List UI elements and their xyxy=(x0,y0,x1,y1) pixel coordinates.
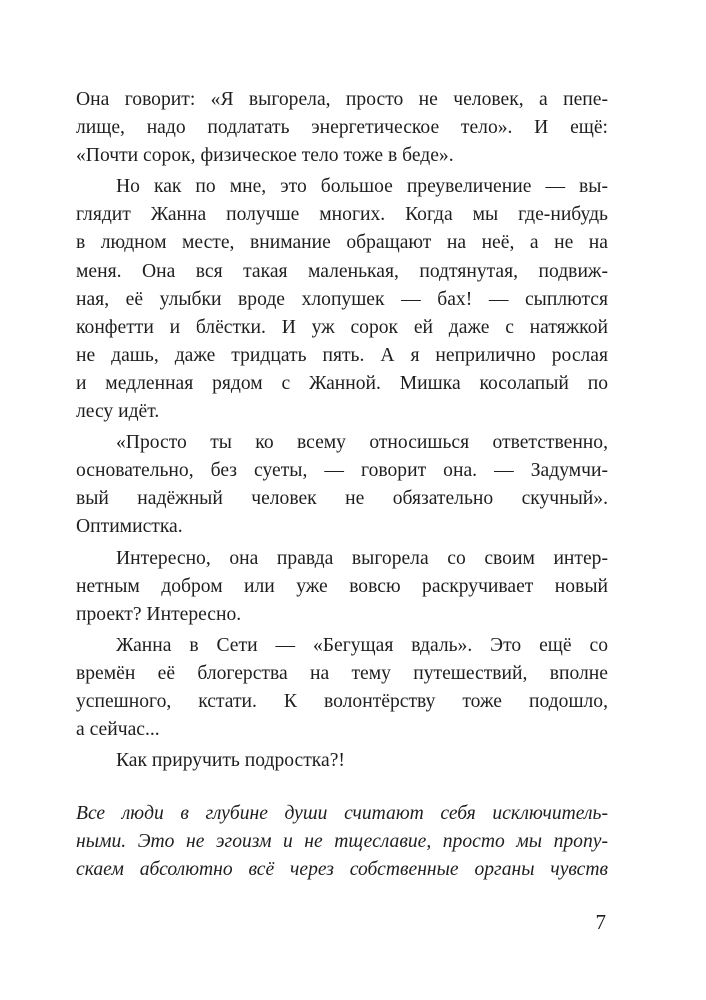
text-line: и медленная рядом с Жанной. Мишка косолапый по xyxy=(76,372,608,394)
text-line: Жанна в Сети — «Бегущая вдаль». Это ещё со xyxy=(116,634,608,656)
paragraph xyxy=(76,86,608,170)
paragraph xyxy=(76,545,608,629)
text-line: меня. Она вся такая маленькая, подтянутая, подвиж- xyxy=(76,260,608,282)
epigraph xyxy=(76,800,608,884)
text-line: успешного, кстати. К волонтёрству тоже подошло, xyxy=(76,690,608,712)
text-line: времён её блогерства на тему путешествий, вполне xyxy=(76,662,608,684)
page-number: 7 xyxy=(595,910,606,934)
text-line: основательно, без суеты, — говорит она. — Задумчи- xyxy=(76,460,608,482)
text-line: не дашь, даже тридцать пять. А я неприлично рослая xyxy=(76,344,608,366)
text-line: Оптимистка. xyxy=(76,516,183,538)
text-line: конфетти и блёстки. И уж сорок ей даже с натяжкой xyxy=(76,316,608,338)
paragraph xyxy=(76,747,608,775)
text-line: нетным добром или уже вовсю раскручивает новый xyxy=(76,575,608,597)
text-line: в людном месте, внимание обращают на неё, а не на xyxy=(76,232,608,254)
text-line: «Просто ты ко всему относишься ответственно, xyxy=(116,432,608,454)
text-line: а сейчас... xyxy=(76,719,160,741)
text-line: Но как по мне, это большое преувеличение — вы- xyxy=(116,176,608,198)
text-line: лище, надо подлатать энергетическое тело». И ещё: xyxy=(76,117,608,139)
text-line: вый надёжный человек не обязательно скучный». xyxy=(76,488,608,510)
text-line: глядит Жанна получше многих. Когда мы где-нибудь xyxy=(76,204,608,226)
text-line: Интересно, она правда выгорела со своим интер- xyxy=(116,547,608,569)
epigraph-line: скаем абсолютно всё через собственные органы чувств xyxy=(76,859,608,881)
paragraph xyxy=(76,173,608,426)
text-line: ная, её улыбки вроде хлопушек — бах! — сыплются xyxy=(76,288,608,310)
epigraph-line: ными. Это не эгоизм и не тщеславие, просто мы пропу- xyxy=(76,831,608,853)
text-line: проект? Интересно. xyxy=(76,603,242,625)
text-line: Как приручить подростка?! xyxy=(116,750,345,772)
paragraph xyxy=(76,429,608,541)
epigraph-line: Все люди в глубине души считают себя исключитель- xyxy=(76,803,608,824)
text-line: «Почти сорок, физическое тело тоже в беде». xyxy=(76,145,454,167)
text-line: лесу идёт. xyxy=(76,401,160,423)
body-text xyxy=(76,86,608,775)
paragraph xyxy=(76,632,608,744)
text-line: Она говорит: «Я выгорела, просто не человек, а пепе- xyxy=(76,89,608,110)
